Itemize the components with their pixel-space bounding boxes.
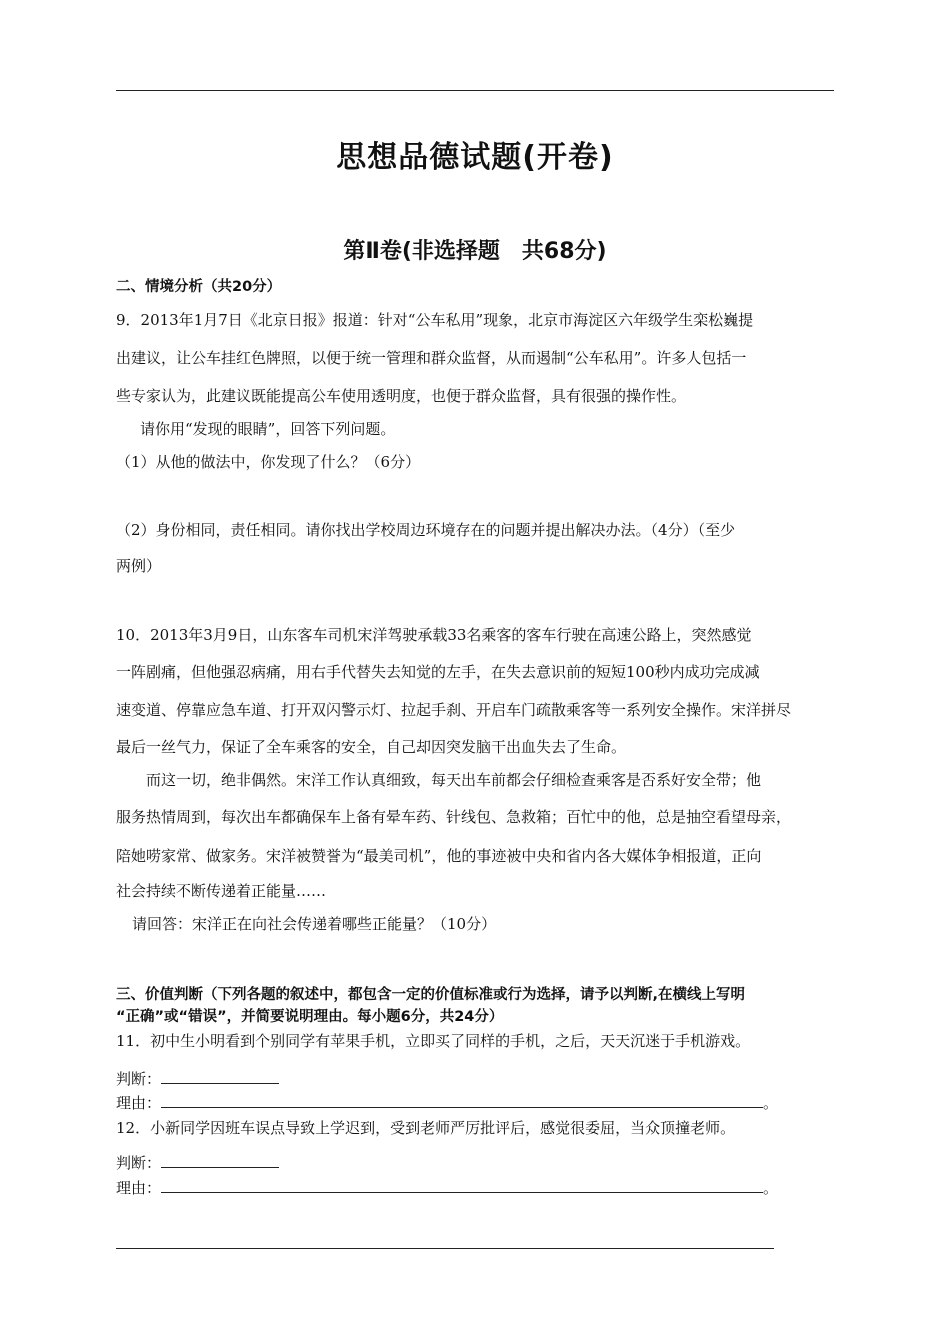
end-mark: 。 bbox=[763, 1179, 779, 1197]
q11-judge-blank[interactable] bbox=[161, 1069, 279, 1084]
bottom-rule bbox=[116, 1248, 774, 1249]
q10-line-7: 陪她唠家常、做家务。宋洋被赞誉为“最美司机”，他的事迹被中央和省内各大媒体争相报道，正向 bbox=[116, 847, 762, 865]
q11-reason-row bbox=[116, 1093, 778, 1113]
top-rule bbox=[116, 90, 834, 91]
q9-line-2: 出建议，让公车挂红色牌照，以便于统一管理和群众监督，从而遏制“公车私用”。许多人包括一 bbox=[116, 349, 747, 367]
q10-line-4: 最后一丝气力，保证了全车乘客的安全，自己却因突发脑干出血失去了生命。 bbox=[116, 738, 627, 756]
reason-label: 理由： bbox=[116, 1179, 162, 1197]
q12-text: 12．小新同学因班车误点导致上学迟到，受到老师严厉批评后，感觉很委屈，当众顶撞老师。 bbox=[116, 1119, 736, 1137]
q10-question: 请回答：宋洋正在向社会传递着哪些正能量？（10分） bbox=[132, 915, 497, 933]
judge-label: 判断： bbox=[116, 1154, 162, 1172]
section-subtitle: 第Ⅱ卷(非选择题 共68分) bbox=[343, 239, 607, 264]
q10-line-6: 服务热情周到，每次出车都确保车上备有晕车药、针线包、急救箱；百忙中的他，总是抽空看望母亲， bbox=[116, 808, 792, 826]
q10-line-5: 而这一切，绝非偶然。宋洋工作认真细致，每天出车前都会仔细检查乘客是否系好安全带；他 bbox=[146, 771, 762, 789]
q12-judge-blank[interactable] bbox=[161, 1153, 279, 1168]
q9-line-3: 些专家认为，此建议既能提高公车使用透明度，也便于群众监督，具有很强的操作性。 bbox=[116, 387, 687, 405]
q12-judge-row bbox=[116, 1153, 279, 1173]
q12-reason-blank[interactable] bbox=[161, 1178, 763, 1193]
q10-line-1: 10．2013年3月9日，山东客车司机宋洋驾驶承载33名乘客的客车行驶在高速公路上，突然感觉 bbox=[116, 626, 752, 644]
q11-judge-row bbox=[116, 1069, 279, 1089]
section3-heading-line-2: “正确”或“错误”，并简要说明理由。每小题6分，共24分） bbox=[116, 1009, 504, 1025]
section2-heading: 二、情境分析（共20分） bbox=[116, 279, 282, 295]
q9-sub2-line-1: （2）身份相同，责任相同。请你找出学校周边环境存在的问题并提出解决办法。（4分）（至少 bbox=[116, 521, 736, 539]
q11-text: 11．初中生小明看到个别同学有苹果手机，立即买了同样的手机，之后，天天沉迷于手机游戏。 bbox=[116, 1032, 751, 1050]
q11-reason-blank[interactable] bbox=[161, 1093, 763, 1108]
reason-label: 理由： bbox=[116, 1094, 162, 1112]
q12-reason-row bbox=[116, 1178, 778, 1198]
judge-label: 判断： bbox=[116, 1070, 162, 1088]
section3-heading-line-1: 三、价值判断（下列各题的叙述中，都包含一定的价值标准或行为选择，请予以判断,在横线上写明 bbox=[116, 987, 746, 1003]
q9-sub2-line-2: 两例） bbox=[116, 557, 162, 575]
end-mark: 。 bbox=[763, 1094, 779, 1112]
q10-line-2: 一阵剧痛，但他强忍病痛，用右手代替失去知觉的左手，在失去意识前的短短100秒内成功完成减 bbox=[116, 663, 760, 681]
q9-prompt: 请你用“发现的眼睛”，回答下列问题。 bbox=[140, 420, 396, 438]
q9-sub1: （1）从他的做法中，你发现了什么？（6分） bbox=[116, 453, 421, 471]
q9-line-1: 9．2013年1月7日《北京日报》报道：针对“公车私用”现象，北京市海淀区六年级学生栾松巍提 bbox=[116, 311, 754, 329]
page-title: 思想品德试题(开卷) bbox=[336, 140, 614, 175]
q10-line-8: 社会持续不断传递着正能量…… bbox=[116, 882, 327, 900]
q10-line-3: 速变道、停靠应急车道、打开双闪警示灯、拉起手刹、开启车门疏散乘客等一系列安全操作。宋洋拼尽 bbox=[116, 701, 792, 719]
